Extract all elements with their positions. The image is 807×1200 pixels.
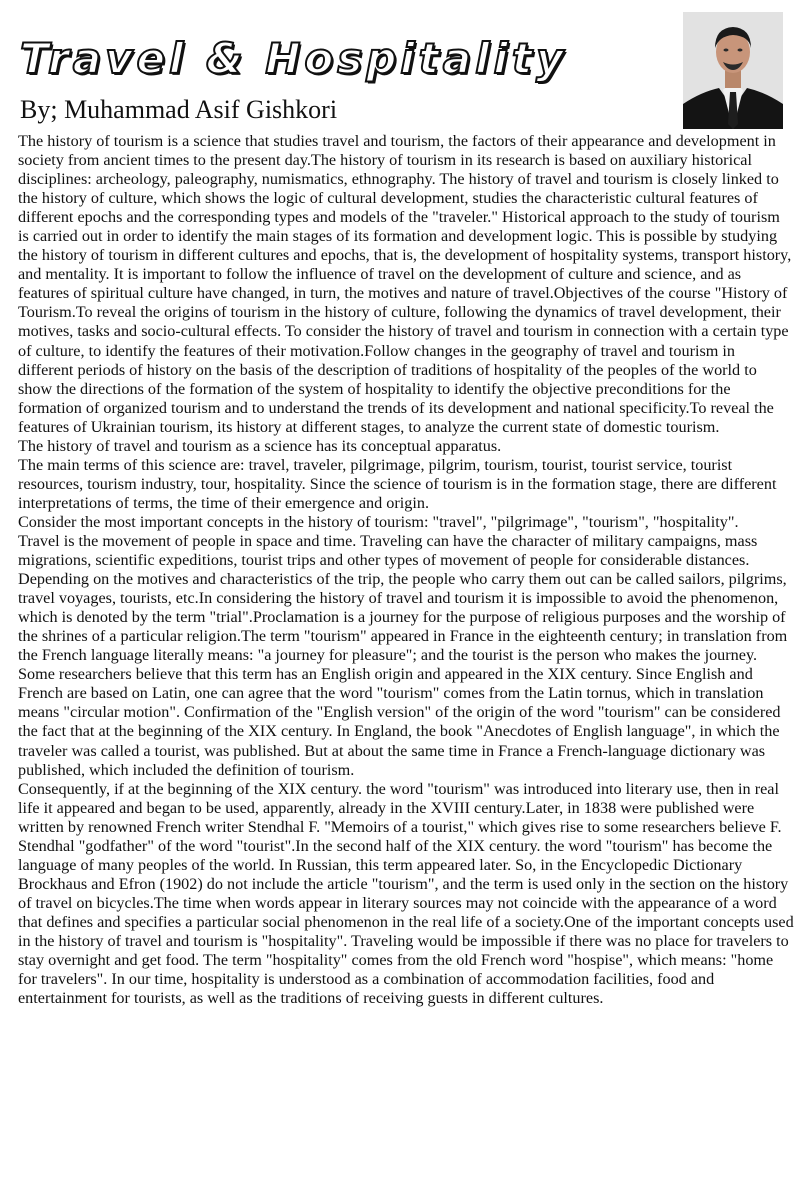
author-portrait-image xyxy=(683,12,783,129)
paragraph: Travel is the movement of people in space and time. Traveling can have the character of military campaigns, mass migrations, scientific expeditions, tourist trips and other types of movement of people for considerable distances. Depending on the motives and characteristics of the trip, the people who carry them out can be called sailors, pilgrims, travel voyages, tourists, etc.In considering the history of travel and tourism it is impossible to avoid the phenomenon, which is denoted by the term "trial".Proclamation is a journey for the purpose of religious purposes and the worship of the shrines of a particular religion.The term "tourism" appeared in France in the eighteenth century; in translation from the French language literally means: "a journey for pleasure"; and the tourist is the person who makes the journey. Some researchers believe that this term has an English origin and appeared in the XIX century. Since English and French are based on Latin, one can agree that the word "tourism" comes from the Latin tornus, which in translation means "circular motion". Confirmation of the "English version" of the origin of the word "tourism" can be considered the fact that at the beginning of the XIX century. In England, the book "Anecdotes of English language", in which the traveler was called a tourist, was published. But at about the same time in France a French-language dictionary was published, which included the definition of tourism. xyxy=(18,531,788,779)
author-byline: By; Muhammad Asif Gishkori xyxy=(20,95,338,124)
paragraph: The history of tourism is a science that studies travel and tourism, the factors of their appearance and development in society from ancient times to the present day.The history of tourism in its research is based on auxiliary historical disciplines: archeology, paleography, numismatics, ethnography. The history of travel and tourism is closely linked to the history of culture, which shows the logic of cultural development, studies the characteristic cultural features of different epochs and the corresponding types and models of the "traveler." Historical approach to the study of tourism is carried out in order to identify the main stages of its formation and development logic. This is possible by studying the history of tourism in different cultures and epochs, that is, the development of hospitality systems, transport history, and mentality. It is important to follow the influence of travel on the development of culture and science, and as features of spiritual culture have changed, in turn, the motives and nature of travel.Objectives of the course "History of Tourism.To reveal the origins of tourism in the history of culture, following the dynamics of travel development, their motives, tasks and socio-cultural effects. To consider the history of travel and tourism in connection with a certain type of culture, to identify the features of their motivation.Follow changes in the geography of travel and tourism in different periods of history on the basis of the description of traditions of hospitality of the peoples of the world to show the directions of the formation of the system of hospitality to identify the objective preconditions for the formation of organized tourism and to understand the trends of its development and national specificity.To reveal the features of Ukrainian tourism, its history at different stages, to analyze the current state of domestic tourism. xyxy=(18,132,792,436)
paragraph: The main terms of this science are: travel, traveler, pilgrimage, pilgrim, tourism, tourist, tourist service, tourist resources, tourism industry, tour, hospitality. Since the science of tourism is in the formation stage, there are different interpretations of terms, the time of their emergence and origin. xyxy=(18,455,777,512)
article-body xyxy=(18,132,794,1008)
paragraph: Consider the most important concepts in the history of tourism: "travel", "pilgrimage", "tourism", "hospitality". xyxy=(18,512,739,531)
paragraph: The history of travel and tourism as a science has its conceptual apparatus. xyxy=(18,436,502,455)
author-photo xyxy=(683,12,783,129)
paragraph: Consequently, if at the beginning of the XIX century. the word "tourism" was introduced into literary use, then in real life it appeared and began to be used, apparently, already in the XVIII century.Later, in 1838 were published were written by renowned French writer Stendhal F. "Memoirs of a tourist," which gives rise to some researchers believe F. Stendhal "godfather" of the word "tourist".In the second half of the XIX century. the word "tourism" has become the language of many peoples of the world. In Russian, this term appeared later. So, in the Encyclopedic Dictionary Brockhaus and Efron (1902) do not include the article "tourism", and the term is used only in the section on the history of travel on bicycles.The time when words appear in literary sources may not coincide with the appearance of a word that defines and specifies a particular social phenomenon in the real life of a society.One of the important concepts used in the history of travel and tourism is "hospitality". Traveling would be impossible if there was no place for travelers to stay overnight and get food. The term "hospitality" comes from the old French word "hospise", which means: "home for travelers". In our time, hospitality is understood as a combination of accommodation facilities, food and entertainment for tourists, as well as the traditions of receiving guests in different cultures. xyxy=(18,779,794,1008)
page-title: Travel & Hospitality xyxy=(20,34,568,83)
